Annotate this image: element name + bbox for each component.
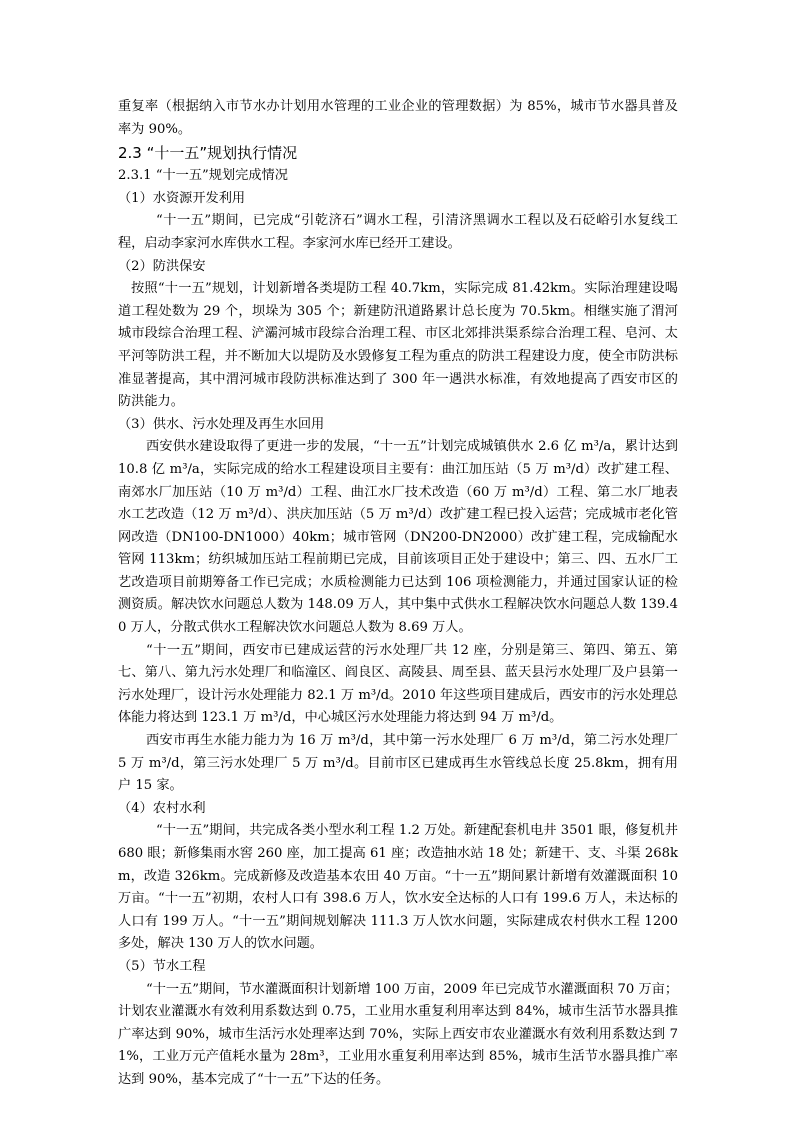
section-title: 2.3 “十一五”规划执行情况 bbox=[118, 144, 298, 163]
item-paragraph: “十一五”期间，节水灌溉面积计划新增 100 万亩，2009 年已完成节水灌溉面积 70 万亩；计划农业灌溉水有效利用系数达到 0.75，工业用水重复利用率达到 84%，城市生活节水器具推广率达到 90%，城市生活污水处理率达到 70%，实际上西安市农业灌溉水有效利用系数达到 71%，工业万元产值耗水量为 28m³，工业用水重复利用率达到 85%，城市生活节水器具推广率达到 90%，基本完成了“十一五”下达的任务。 bbox=[118, 981, 678, 1087]
item-paragraph: “十一五”期间，共完成各类小型水利工程 1.2 万处。新建配套机电井 3501 眼，修复机井 680 眼；新修集雨水窖 260 座，加工提高 61 座；改造抽水站 18 处；新建干、支、斗渠 268km，改造 326km。完成新修及改造基本农田 40 万亩。“十一五”期间累计新增有效灌溉面积 10 万亩。“十一五”初期，农村人口有 398.6 万人，饮水安全达标的人口有 199.6 万人，未达标的人口有 199 万人。“十一五”期间规划解决 111.3 万人饮水问题，实际建成农村供水工程 1200 多处，解决 130 万人的饮水问题。 bbox=[118, 823, 678, 952]
document-page bbox=[118, 96, 678, 1092]
item-heading-water-resources: （1）水资源开发利用 bbox=[118, 190, 246, 206]
subsection-title: 2.3.1 “十一五”规划完成情况 bbox=[118, 168, 288, 184]
item-paragraph: 西安供水建设取得了更进一步的发展，“十一五”计划完成城镇供水 2.6 亿 m³/a，累计达到 10.8 亿 m³/a，实际完成的给水工程建设项目主要有：曲江加压站（5 万 m³/d）改扩建工程、南郊水厂加压站（10 万 m³/d）工程、曲江水厂技术改造（60 万 m³/d）工程、第二水厂地表水工艺改造（12 万 m³/d）、洪庆加压站（5 万 m³/d）改扩建工程已投入运营；完成城市老化管网改造（DN100-DN1000）40km；城市管网（DN200-DN2000）改扩建工程，完成输配水管网 113km；纺织城加压站工程前期已完成，目前该项目正处于建设中；第三、四、五水厂工艺改造项目前期筹备工作已完成；水质检测能力已达到 106 项检测能力，并通过国家认证的检测资质。解决饮水问题总人数为 148.09 万人，其中集中式供水工程解决饮水问题总人数 139.40 万人，分散式供水工程解决饮水问题总人数为 8.69 万人。 bbox=[118, 439, 678, 636]
item-heading-flood-control: （2）防洪保安 bbox=[118, 258, 206, 274]
item-paragraph: “十一五”期间，西安市已建成运营的污水处理厂共 12 座，分别是第三、第四、第五、第七、第八、第九污水处理厂和临潼区、阎良区、高陵县、周至县、蓝天县污水处理厂及户县第一污水处理厂，设计污水处理能力 82.1 万 m³/d。2010 年这些项目建成后，西安市的污水处理总体能力将达到 123.1 万 m³/d，中心城区污水处理能力将达到 94 万 m³/d。 bbox=[118, 642, 678, 726]
intro-paragraph: 重复率（根据纳入市节水办计划用水管理的工业企业的管理数据）为 85%，城市节水器具普及率为 90%。 bbox=[118, 99, 678, 137]
item-heading-rural-water: （4）农村水利 bbox=[118, 800, 206, 816]
item-heading-water-saving: （5）节水工程 bbox=[118, 958, 206, 974]
item-heading-water-supply: （3）供水、污水处理及再生水回用 bbox=[118, 416, 325, 432]
item-paragraph: “十一五”期间，已完成“引乾济石”调水工程，引清济黑调水工程以及石砭峪引水复线工程，启动李家河水库供水工程。李家河水库已经开工建设。 bbox=[118, 213, 678, 251]
item-paragraph: 西安市再生水能力能力为 16 万 m³/d，其中第一污水处理厂 6 万 m³/d，第二污水处理厂 5 万 m³/d，第三污水处理厂 5 万 m³/d。目前市区已建成再生水管线总长度 25.8km，拥有用户 15 家。 bbox=[118, 733, 678, 794]
item-paragraph: 按照“十一五”规划，计划新增各类堤防工程 40.7km，实际完成 81.42km。实际治理建设喝道工程处数为 29 个，坝垛为 305 个；新建防汛道路累计总长度为 70.5km。相继实施了渭河城市段综合治理工程、浐灞河城市段综合治理工程、市区北郊排洪渠系综合治理工程、皂河、太平河等防洪工程，并不断加大以堤防及水毁修复工程为重点的防洪工程建设力度，使全市防洪标准显著提高，其中渭河城市段防洪标准达到了 300 年一遇洪水标准，有效地提高了西安市区的防洪能力。 bbox=[118, 281, 678, 410]
